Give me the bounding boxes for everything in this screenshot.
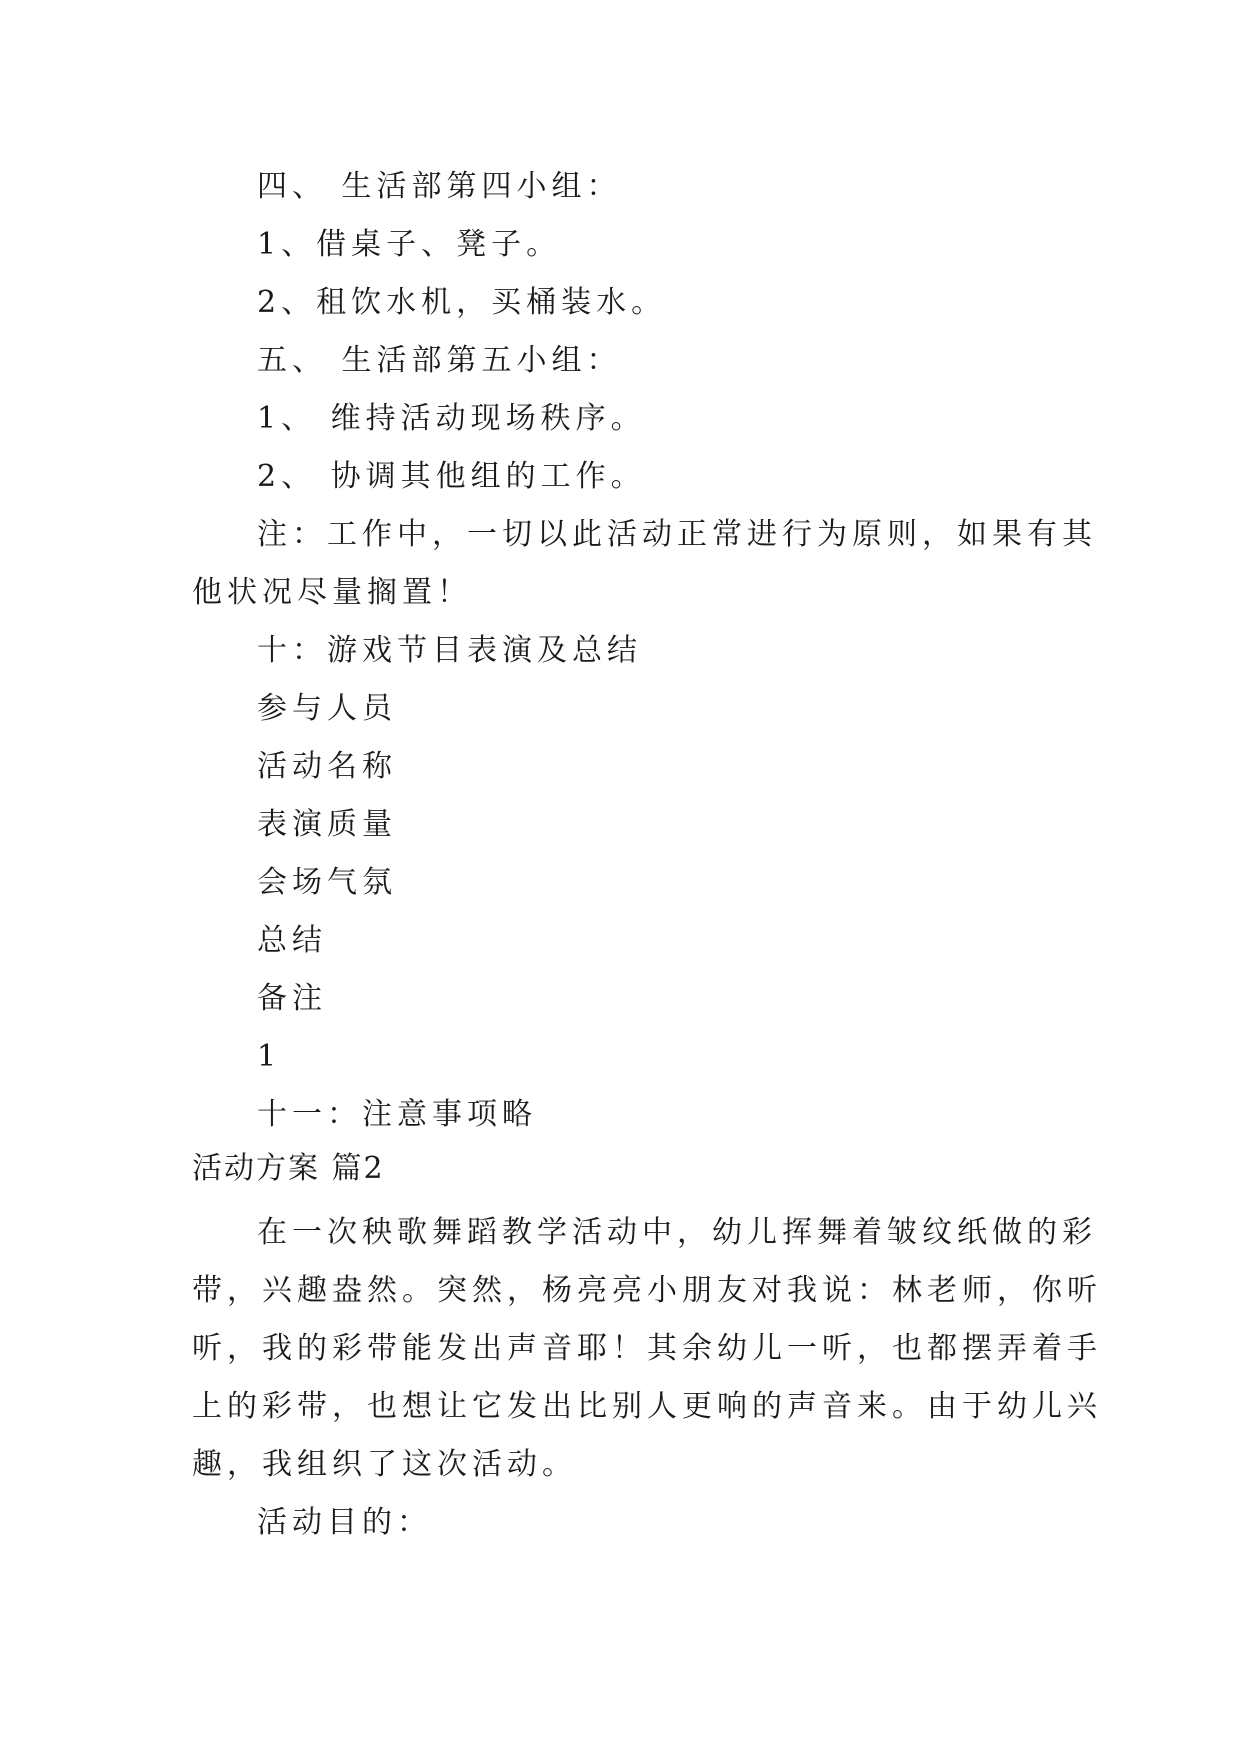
section-heading-performance: 十：游戏节目表演及总结 bbox=[257, 633, 642, 668]
section-heading-notes: 十一：注意事项略 bbox=[257, 1097, 537, 1132]
list-item: 2、 协调其他组的工作。 bbox=[257, 459, 646, 494]
table-field-label: 活动名称 bbox=[257, 749, 397, 784]
list-item: 1、借桌子、凳子。 bbox=[257, 227, 562, 262]
paragraph-line: 带，兴趣盎然。突然，杨亮亮小朋友对我说：林老师，你听 bbox=[192, 1273, 1102, 1308]
table-number: 1 bbox=[257, 1039, 277, 1074]
paragraph-line: 趣，我组织了这次活动。 bbox=[192, 1447, 577, 1482]
paragraph-line: 在一次秧歌舞蹈教学活动中，幼儿挥舞着皱纹纸做的彩 bbox=[257, 1215, 1097, 1250]
paragraph-line: 听，我的彩带能发出声音耶！其余幼儿一听，也都摆弄着手 bbox=[192, 1331, 1102, 1366]
section-heading-objectives: 活动目的： bbox=[257, 1505, 432, 1540]
table-field-label: 会场气氛 bbox=[257, 865, 397, 900]
note-paragraph-line: 他状况尽量搁置！ bbox=[192, 575, 472, 610]
paragraph-line: 上的彩带，也想让它发出比别人更响的声音来。由于幼儿兴 bbox=[192, 1389, 1102, 1424]
table-field-label: 总结 bbox=[257, 923, 327, 958]
article-title: 活动方案 篇2 bbox=[192, 1151, 385, 1186]
table-field-label: 表演质量 bbox=[257, 807, 397, 842]
table-field-label: 备注 bbox=[257, 981, 327, 1016]
section-heading-group-4: 四、 生活部第四小组： bbox=[257, 169, 622, 204]
section-heading-group-5: 五、 生活部第五小组： bbox=[257, 343, 622, 378]
table-field-label: 参与人员 bbox=[257, 691, 397, 726]
list-item: 2、租饮水机，买桶装水。 bbox=[257, 285, 667, 320]
list-item: 1、 维持活动现场秩序。 bbox=[257, 401, 646, 436]
note-paragraph-line: 注：工作中，一切以此活动正常进行为原则，如果有其 bbox=[257, 517, 1097, 552]
